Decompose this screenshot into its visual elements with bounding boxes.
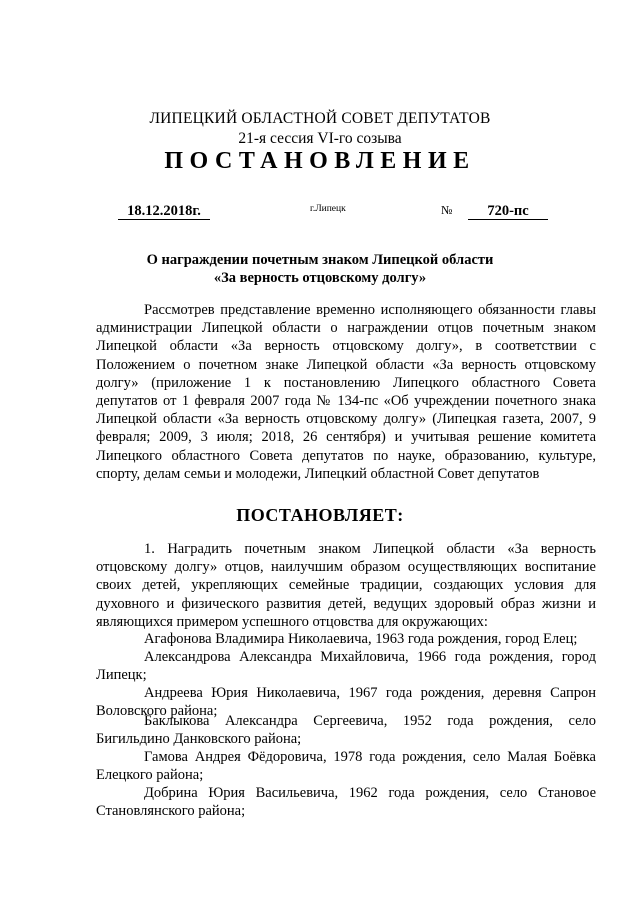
session-line: 21-я сессия VI-го созыва [238, 130, 402, 147]
title-line-1: О награждении почетным знаком Липецкой области [146, 252, 494, 268]
resolution-date: 18.12.2018г. [118, 203, 210, 220]
awardee-entry: Александрова Александра Михайловича, 1966 года рождения, город Липецк; [96, 649, 596, 684]
document-type-heading: ПОСТАНОВЛЕНИЕ [164, 148, 476, 174]
awardee-entry: Андреева Юрия Николаевича, 1967 года рождения, деревня Сапрон Воловского района; [96, 685, 596, 720]
resolution-number: 720-пс [468, 203, 548, 220]
awardee-entry: Добрина Юрия Васильевича, 1962 года рождения, село Становое Становлянского района; [96, 785, 596, 820]
awardee-entry: Баклыкова Александра Сергеевича, 1952 года рождения, село Бигильдино Данковского района; [96, 713, 596, 748]
resolution-city: г.Липецк [310, 204, 346, 214]
number-sign: № [441, 203, 453, 217]
item-1-paragraph: 1. Наградить почетным знаком Липецкой области «За верность отцовскому долгу» отцов, наилучшим образом осуществляющих воспитание своих детей, укрепляющих семейные традиции, создающих условия для духовного и физического развития детей, ведущих здоровый образ жизни и являющихся примером успешного отцовства для окружающих: [96, 541, 596, 630]
council-name: ЛИПЕЦКИЙ ОБЛАСТНОЙ СОВЕТ ДЕПУТАТОВ [149, 110, 491, 127]
awardee-entry: Гамова Андрея Фёдоровича, 1978 года рождения, село Малая Боёвка Елецкого района; [96, 749, 596, 784]
resolution-title [100, 251, 540, 287]
title-line-2: «За верность отцовскому долгу» [213, 270, 427, 286]
preamble-paragraph: Рассмотрев представление временно исполняющего обязанности главы администрации Липецкой области о награждении отцов почетным знаком Липецкой области «За верность отцовскому долгу», в соответствии с Положением о почетном знаке Липецкой области «За верность отцовскому долгу» (приложение 1 к постановлению Липецкого областного Совета депутатов от 1 февраля 2007 года № 134-пс «Об учреждении почетного знака Липецкой области «За верность отцовскому долгу» (Липецкая газета, 2007, 9 февраля; 2009, 3 июля; 2018, 26 сентября) и учитывая решение комитета Липецкого областного Совета депутатов по науке, образованию, культуре, спорту, делам семьи и молодежи, Липецкий областной Совет депутатов [96, 302, 596, 482]
resolves-heading: ПОСТАНОВЛЯЕТ: [236, 505, 404, 525]
awardee-entry: Агафонова Владимира Николаевича, 1963 года рождения, город Елец; [144, 631, 578, 647]
